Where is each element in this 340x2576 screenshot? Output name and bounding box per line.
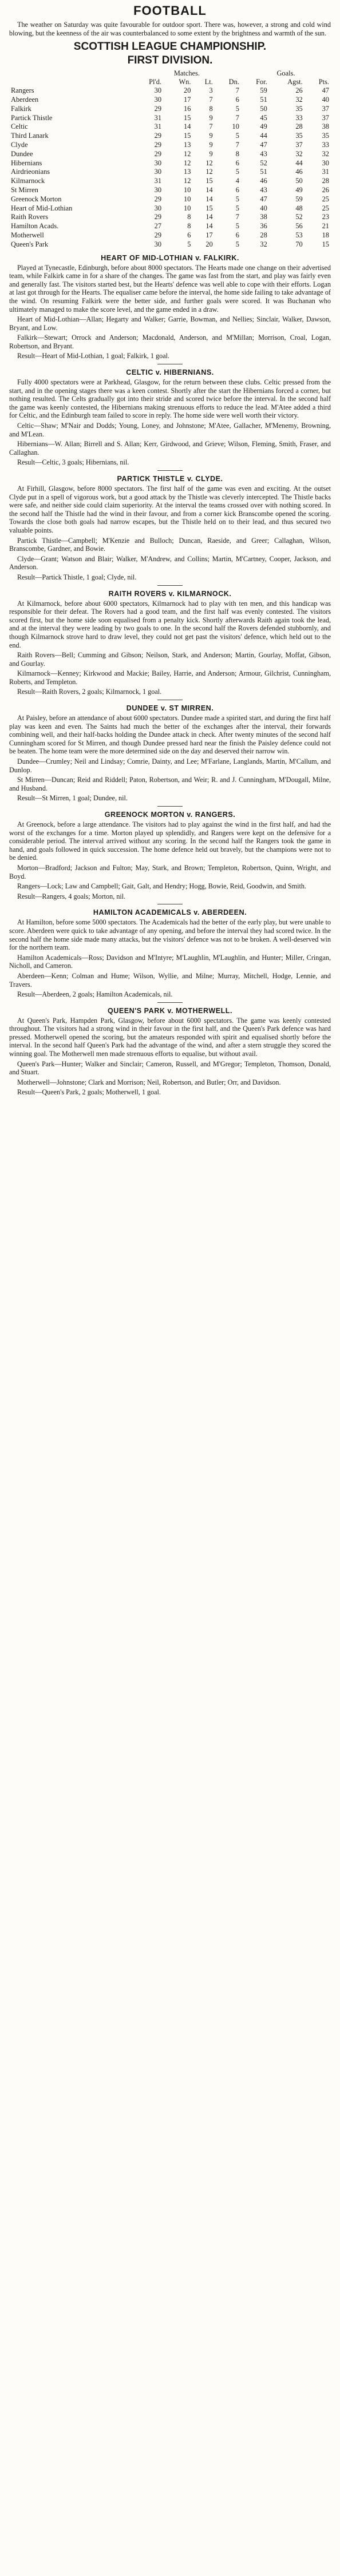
table-cell: 23 bbox=[322, 213, 329, 221]
table-cell: 48 bbox=[295, 204, 303, 212]
table-cell: 33 bbox=[322, 140, 329, 149]
club-name: Heart of Mid-Lothian bbox=[11, 204, 73, 212]
match-detail: Result—Rangers, 4 goals; Morton, nil. bbox=[17, 892, 126, 900]
club-name: Third Lanark bbox=[11, 132, 49, 140]
table-cell: 49 bbox=[295, 185, 303, 194]
column-header-won: Wn. bbox=[179, 78, 191, 86]
match-detail: Raith Rovers—Bell; Cumming and Gibson; Neilson, Stark, and Anderson; Martin, Gourlay, Moffat, Gibson, and Gourlay. bbox=[9, 651, 331, 668]
club-name: Celtic bbox=[11, 122, 28, 131]
table-row bbox=[9, 159, 331, 168]
table-cell: 30 bbox=[154, 168, 162, 176]
table-cell: 45 bbox=[260, 113, 267, 122]
table-cell: 56 bbox=[295, 222, 303, 231]
table-cell: 31 bbox=[322, 168, 329, 176]
table-cell: 14 bbox=[205, 213, 213, 221]
section-header: FOOTBALL bbox=[133, 3, 207, 18]
match-heading: CELTIC v. HIBERNIANS. bbox=[126, 368, 214, 377]
table-cell: 7 bbox=[235, 86, 239, 95]
match-detail: Result—Partick Thistle, 1 goal; Clyde, nil. bbox=[17, 573, 137, 581]
divider bbox=[157, 470, 183, 471]
club-name: Partick Thistle bbox=[11, 113, 53, 122]
table-cell: 10 bbox=[232, 122, 239, 131]
table-cell: 50 bbox=[260, 104, 267, 113]
table-cell: 16 bbox=[184, 104, 191, 113]
match-detail: Dundee—Crumley; Neil and Lindsay; Comrie, Dainty, and Lee; M'Farlane, Langlands, Martin, M'Callum, and Dunlop. bbox=[9, 757, 331, 774]
match-detail: Hibernians—W. Allan; Birrell and S. Allan; Kerr, Girdwood, and Grieve; Wilson, Fleming, Smith, Fraser, and Callaghan. bbox=[9, 440, 331, 457]
table-cell: 43 bbox=[260, 149, 267, 158]
table-cell: 40 bbox=[322, 95, 329, 104]
table-cell: 14 bbox=[205, 222, 213, 231]
match-reports bbox=[9, 254, 331, 1097]
club-name: Hibernians bbox=[11, 158, 42, 167]
table-cell: 59 bbox=[295, 195, 303, 203]
club-name: Kilmarnock bbox=[11, 177, 45, 185]
column-header-drawn: Dn. bbox=[228, 78, 239, 86]
table-cell: 13 bbox=[184, 140, 191, 149]
table-cell: 38 bbox=[260, 213, 267, 221]
league-subtitle: FIRST DIVISION. bbox=[127, 54, 213, 67]
table-row bbox=[9, 168, 331, 177]
match-detail: Queen's Park—Hunter; Walker and Sinclair; Cameron, Russell, and M'Gregor; Templeton, Thomson, Donald, and Stuart. bbox=[9, 1059, 331, 1077]
table-cell: 8 bbox=[187, 222, 191, 231]
table-cell: 9 bbox=[209, 132, 213, 140]
table-row bbox=[9, 132, 331, 141]
table-cell: 4 bbox=[235, 177, 239, 185]
divider bbox=[157, 585, 183, 586]
match-report-text: At Greenock, before a large attendance. The visitors had to play against the wind in the first half, and had the worst of the exchanges for a time. Morton played up splendidly, and Rangers were kept on the defensive for a considerable period. The interval arrived without any scoring. In the second half the Rangers took the game in hand, and goals followed in quick succession. The home defence held out bravely, but the champions were not to be denied. bbox=[9, 820, 331, 862]
match-report bbox=[9, 470, 331, 582]
table-cell: 6 bbox=[235, 231, 239, 239]
match-detail: Motherwell—Johnstone; Clark and Morrison; Neil, Robertson, and Butler; Orr, and Davidson. bbox=[17, 1078, 281, 1086]
match-heading: RAITH ROVERS v. KILMARNOCK. bbox=[108, 589, 232, 598]
column-header-points: Pts. bbox=[318, 78, 329, 86]
table-cell: 13 bbox=[184, 168, 191, 176]
table-cell: 30 bbox=[154, 204, 162, 212]
match-detail: Result—Celtic, 3 goals; Hibernians, nil. bbox=[17, 458, 129, 467]
table-cell: 30 bbox=[154, 95, 162, 104]
match-heading: GREENOCK MORTON v. RANGERS. bbox=[104, 811, 236, 819]
table-row bbox=[9, 222, 331, 231]
match-report bbox=[9, 700, 331, 803]
column-header-lost: Lt. bbox=[204, 78, 213, 86]
column-header-played: Pl'd. bbox=[149, 78, 162, 86]
table-cell: 29 bbox=[154, 104, 162, 113]
table-cell: 30 bbox=[154, 86, 162, 95]
match-report bbox=[9, 585, 331, 697]
table-cell: 37 bbox=[322, 113, 329, 122]
table-cell: 29 bbox=[154, 231, 162, 239]
divider bbox=[157, 1002, 183, 1003]
table-cell: 27 bbox=[154, 222, 162, 231]
table-cell: 7 bbox=[235, 213, 239, 221]
table-cell: 52 bbox=[260, 158, 267, 167]
table-cell: 14 bbox=[184, 122, 191, 131]
table-cell: 5 bbox=[235, 104, 239, 113]
table-cell: 12 bbox=[205, 168, 213, 176]
table-cell: 31 bbox=[154, 113, 162, 122]
table-cell: 37 bbox=[295, 140, 303, 149]
match-report-text: Played at Tynecastle, Edinburgh, before about 8000 spectators. The Hearts made one change on their advertised team, while Falkirk came in for a share of the changes. The game was fast from the start, and play was fairly even and generally fast. The visitors started best, but the Hearts' defence was well able to cope with their efforts. Logan at last got through for the Hearts. The equaliser came before the interval, the home side failing to take advantage of the wind. On resuming Falkirk were the better side, and further goals were scored. It was Buchanan who ultimately managed to make the score level, and the game ended in a draw. bbox=[9, 263, 331, 313]
table-cell: 35 bbox=[295, 104, 303, 113]
table-cell: 5 bbox=[235, 240, 239, 248]
table-row bbox=[9, 240, 331, 249]
match-detail: Falkirk—Stewart; Orrock and Anderson; Macdonald, Anderson, and M'Millan; Morrison, Croal, Logan, Robertson, and Bryant. bbox=[9, 334, 331, 350]
club-name: Dundee bbox=[11, 149, 33, 158]
table-cell: 8 bbox=[187, 213, 191, 221]
table-cell: 25 bbox=[322, 204, 329, 212]
table-cell: 30 bbox=[154, 158, 162, 167]
table-cell: 10 bbox=[184, 204, 191, 212]
club-name: Raith Rovers bbox=[11, 213, 49, 221]
match-detail: Hamilton Academicals—Ross; Davidson and M'Intyre; M'Laughlin, M'Laughlin, and Hunter; Miller, Cringan, Nicholl, and Cameron. bbox=[9, 953, 331, 970]
table-cell: 7 bbox=[209, 122, 213, 131]
table-cell: 10 bbox=[184, 195, 191, 203]
table-cell: 21 bbox=[322, 222, 329, 231]
column-header-club bbox=[9, 78, 133, 86]
table-row bbox=[9, 114, 331, 123]
table-cell: 59 bbox=[260, 86, 267, 95]
table-cell: 32 bbox=[295, 149, 303, 158]
club-name: Queen's Park bbox=[11, 240, 49, 248]
match-report bbox=[9, 364, 331, 467]
club-name: Motherwell bbox=[11, 231, 44, 239]
table-cell: 36 bbox=[260, 222, 267, 231]
match-report-text: At Queen's Park, Hampden Park, Glasgow, before about 6000 spectators. The game was keenly contested throughout. The visitors had a strong wind in their favour in the first half, and the Queen's Park defence was hard pressed. Motherwell opened the scoring, but the amateurs responded with spirit and equalised shortly before the interval. In the second half Queen's Park had the advantage of the wind, and after a stern struggle they scored the winning goal. The Motherwell men made strenuous efforts to equalise, but without avail. bbox=[9, 1016, 331, 1058]
table-cell: 38 bbox=[322, 122, 329, 131]
table-row bbox=[9, 213, 331, 222]
table-cell: 46 bbox=[295, 168, 303, 176]
table-cell: 12 bbox=[184, 158, 191, 167]
match-detail: Clyde—Grant; Watson and Blair; Walker, M'Andrew, and Collins; Martin, M'Cartney, Cooper, Jackson, and Anderson. bbox=[9, 554, 331, 571]
table-cell: 15 bbox=[205, 177, 213, 185]
table-cell: 17 bbox=[184, 95, 191, 104]
table-cell: 10 bbox=[184, 185, 191, 194]
match-heading: PARTICK THISTLE v. CLYDE. bbox=[117, 475, 223, 483]
table-cell: 32 bbox=[260, 240, 267, 248]
divider bbox=[157, 806, 183, 807]
table-cell: 5 bbox=[187, 240, 191, 248]
table-cell: 30 bbox=[322, 158, 329, 167]
match-detail: Rangers—Lock; Law and Campbell; Gait, Galt, and Hendry; Hogg, Bowie, Reid, Goodwin, and Smith. bbox=[17, 882, 307, 891]
table-cell: 12 bbox=[184, 177, 191, 185]
table-cell: 28 bbox=[295, 122, 303, 131]
match-report-text: At Kilmarnock, before about 6000 spectators, Kilmarnock had to play with ten men, and this handicap was responsible for their defeat. The Rovers had a good team, and the first half was evenly contested. The visitors scored first, but the home side soon equalised from a penalty kick. Shortly afterwards Raith again took the lead, and at the interval they were leading by two goals to one. In the second half the Rovers defended stubbornly, and though Kilmarnock strove hard to draw level, they could not get past the visitors' defence, which held out to the end. bbox=[9, 599, 331, 649]
table-cell: 12 bbox=[184, 149, 191, 158]
club-name: Rangers bbox=[11, 86, 34, 95]
match-detail: Result—Queen's Park, 2 goals; Motherwell, 1 goal. bbox=[17, 1088, 161, 1097]
table-cell: 30 bbox=[154, 185, 162, 194]
table-cell: 15 bbox=[184, 113, 191, 122]
table-cell: 46 bbox=[260, 177, 267, 185]
table-row bbox=[9, 96, 331, 105]
table-row bbox=[9, 105, 331, 114]
table-cell: 28 bbox=[322, 177, 329, 185]
table-cell: 49 bbox=[260, 122, 267, 131]
club-name: Greenock Morton bbox=[11, 195, 62, 203]
table-cell: 8 bbox=[209, 104, 213, 113]
table-row bbox=[9, 204, 331, 213]
table-cell: 26 bbox=[322, 185, 329, 194]
table-row bbox=[9, 86, 331, 96]
table-cell: 35 bbox=[322, 132, 329, 140]
table-cell: 50 bbox=[295, 177, 303, 185]
match-heading: HAMILTON ACADEMICALS v. ABERDEEN. bbox=[93, 908, 247, 917]
match-report-text: At Paisley, before an attendance of about 6000 spectators. Dundee made a spirited start, and during the first half play was keen and even. The Saints had much the better of the exchanges after the interval, their forwards combining well, and their half-backs holding the Dundee attack in check. After twenty minutes of the second half Cunningham scored for St Mirren, and though Dundee pressed hard near the finish the Paisley defence could not be beaten. The home team were the more determined side on the day and deserved their narrow win. bbox=[9, 714, 331, 756]
goals-group-label: Goals. bbox=[276, 69, 295, 78]
table-cell: 25 bbox=[322, 195, 329, 203]
table-cell: 20 bbox=[205, 240, 213, 248]
table-cell: 20 bbox=[184, 86, 191, 95]
match-detail: Aberdeen—Kenn; Colman and Hume; Wilson, Wyllie, and Milne; Murray, Mitchell, Hodge, Lennie, and Travers. bbox=[9, 971, 331, 989]
club-name: Airdrieonians bbox=[11, 168, 50, 176]
table-row bbox=[9, 195, 331, 204]
table-cell: 51 bbox=[260, 95, 267, 104]
table-row bbox=[9, 141, 331, 150]
table-cell: 29 bbox=[154, 132, 162, 140]
table-row bbox=[9, 150, 331, 159]
table-cell: 53 bbox=[295, 231, 303, 239]
club-name: Aberdeen bbox=[11, 95, 39, 104]
table-cell: 9 bbox=[209, 140, 213, 149]
table-cell: 6 bbox=[235, 185, 239, 194]
match-detail: Heart of Mid-Lothian—Allan; Hegarty and Walker; Garrie, Bowman, and Nellies; Sinclair, Walker, Dawson, Bryant, and Low. bbox=[9, 315, 331, 332]
club-name: Clyde bbox=[11, 140, 28, 149]
column-header-against: Agst. bbox=[287, 78, 303, 86]
table-cell: 26 bbox=[295, 86, 303, 95]
table-cell: 29 bbox=[154, 149, 162, 158]
table-cell: 43 bbox=[260, 185, 267, 194]
table-row bbox=[9, 231, 331, 240]
table-cell: 35 bbox=[295, 132, 303, 140]
intro-paragraph: The weather on Saturday was quite favourable for outdoor sport. There was, however, a strong and cold wind blowing, but the keenness of the air was counterbalanced to some extent by the brightness and warmth of the sun. bbox=[9, 21, 331, 37]
match-report bbox=[9, 806, 331, 900]
match-detail: Morton—Bradford; Jackson and Fulton; May, Stark, and Brown; Templeton, Robertson, Quinn, Wright, and Boyd. bbox=[9, 863, 331, 880]
table-cell: 5 bbox=[235, 195, 239, 203]
match-report bbox=[9, 904, 331, 998]
table-cell: 14 bbox=[205, 195, 213, 203]
match-detail: Result—Raith Rovers, 2 goals; Kilmarnock, 1 goal. bbox=[17, 688, 162, 696]
table-cell: 14 bbox=[205, 185, 213, 194]
league-group-header-row bbox=[9, 69, 331, 78]
table-cell: 44 bbox=[295, 158, 303, 167]
match-detail: St Mirren—Duncan; Reid and Riddell; Paton, Robertson, and Weir; R. and J. Cunningham, M'Dougall, Milne, and Husband. bbox=[9, 776, 331, 792]
table-cell: 7 bbox=[235, 140, 239, 149]
table-cell: 37 bbox=[322, 104, 329, 113]
table-cell: 15 bbox=[205, 204, 213, 212]
league-title: SCOTTISH LEAGUE CHAMPIONSHIP. bbox=[73, 41, 267, 53]
table-cell: 17 bbox=[205, 231, 213, 239]
table-cell: 12 bbox=[205, 158, 213, 167]
match-report-text: At Firhill, Glasgow, before 8000 spectators. The first half of the game was even and exciting. At the outset Clyde put in a spell of vigorous work, but a good attack by the Thistle was cleverly intercepted. The Thistle backs were safe, and neither side could claim superiority. At the interval the teams crossed over with nothing scored. In the second half the Thistle had the wind in their favour, and from a corner kick Branscombe opened the scoring. Towards the close both goals had narrow escapes, but the Thistle held on to their lead, and thus secured two valuable points. bbox=[9, 485, 331, 534]
column-header-for: For. bbox=[256, 78, 267, 86]
table-cell: 9 bbox=[209, 113, 213, 122]
match-report bbox=[9, 254, 331, 361]
match-detail: Kilmarnock—Kenney; Kirkwood and Mackie; Bailey, Harrie, and Anderson; Armour, Gilchrist, Cunningham, Roberts, and Templeton. bbox=[9, 669, 331, 686]
table-cell: 18 bbox=[322, 231, 329, 239]
table-cell: 70 bbox=[295, 240, 303, 248]
table-cell: 32 bbox=[322, 149, 329, 158]
table-cell: 33 bbox=[295, 113, 303, 122]
table-cell: 8 bbox=[235, 149, 239, 158]
match-detail: Result—St Mirren, 1 goal; Dundee, nil. bbox=[17, 794, 128, 803]
match-heading: HEART OF MID-LOTHIAN v. FALKIRK. bbox=[101, 253, 239, 262]
table-cell: 47 bbox=[322, 86, 329, 95]
table-cell: 51 bbox=[260, 168, 267, 176]
club-name: Hamilton Acads. bbox=[11, 222, 59, 231]
table-cell: 31 bbox=[154, 122, 162, 131]
table-cell: 7 bbox=[235, 113, 239, 122]
league-header-row bbox=[9, 78, 331, 86]
table-cell: 5 bbox=[235, 132, 239, 140]
table-cell: 29 bbox=[154, 195, 162, 203]
table-cell: 47 bbox=[260, 140, 267, 149]
matches-group-label: Matches. bbox=[173, 69, 200, 78]
match-detail: Result—Aberdeen, 2 goals; Hamilton Academicals, nil. bbox=[17, 990, 173, 999]
league-table bbox=[9, 69, 331, 249]
table-cell: 6 bbox=[235, 158, 239, 167]
table-cell: 47 bbox=[260, 195, 267, 203]
table-cell: 5 bbox=[235, 222, 239, 231]
table-cell: 44 bbox=[260, 132, 267, 140]
table-cell: 9 bbox=[209, 149, 213, 158]
table-row bbox=[9, 177, 331, 186]
table-cell: 31 bbox=[154, 177, 162, 185]
match-heading: QUEEN'S PARK v. MOTHERWELL. bbox=[107, 1006, 232, 1015]
match-report-text: Fully 4000 spectators were at Parkhead, Glasgow, for the return between these clubs. Celtic pressed from the start, and in the opening stages there was a keen contest. Shortly after the start the Hibernians forced a corner, but nothing resulted. The Celts gradually got into their stride and scored twice before the interval. In the second half the game was keenly contested, the Hibernians making strenuous efforts to reduce the lead. M'Atee added a third for Celtic, and the Edinburgh team failed to score in reply. The home side were well worth their victory. bbox=[9, 378, 331, 420]
match-heading: DUNDEE v. ST MIRREN. bbox=[126, 704, 214, 713]
table-cell: 32 bbox=[295, 95, 303, 104]
table-cell: 52 bbox=[295, 213, 303, 221]
table-cell: 5 bbox=[235, 168, 239, 176]
club-name: St Mirren bbox=[11, 185, 38, 194]
table-cell: 3 bbox=[209, 86, 213, 95]
table-cell: 40 bbox=[260, 204, 267, 212]
table-row bbox=[9, 122, 331, 132]
table-cell: 28 bbox=[260, 231, 267, 239]
table-cell: 30 bbox=[154, 240, 162, 248]
table-row bbox=[9, 186, 331, 195]
table-cell: 29 bbox=[154, 140, 162, 149]
table-cell: 6 bbox=[187, 231, 191, 239]
match-detail: Celtic—Shaw; M'Nair and Dodds; Young, Loney, and Johnstone; M'Atee, Gallacher, M'Menemy, Browning, and M'Lean. bbox=[9, 422, 331, 438]
table-cell: 7 bbox=[209, 95, 213, 104]
match-detail: Partick Thistle—Campbell; M'Kenzie and Bulloch; Duncan, Raeside, and Greer; Callaghan, Wilson, Branscombe, Gardner, and Bowie. bbox=[9, 536, 331, 553]
match-report-text: At Hamilton, before some 5000 spectators. The Academicals had the better of the early play, but were unable to score. Aberdeen were quick to take advantage of any opening, and before the interval they had scored twice. In the second half the home side made many attacks, but the visitors' defence was not to be broken. A well-deserved win for the northern team. bbox=[9, 918, 331, 952]
table-cell: 29 bbox=[154, 213, 162, 221]
table-cell: 15 bbox=[184, 132, 191, 140]
match-detail: Result—Heart of Mid-Lothian, 1 goal; Falkirk, 1 goal. bbox=[17, 352, 170, 360]
match-report bbox=[9, 1002, 331, 1097]
newspaper-page bbox=[9, 0, 331, 1097]
table-cell: 15 bbox=[322, 240, 329, 248]
table-cell: 5 bbox=[235, 204, 239, 212]
club-name: Falkirk bbox=[11, 104, 31, 113]
table-cell: 6 bbox=[235, 95, 239, 104]
league-table-body bbox=[9, 86, 331, 249]
